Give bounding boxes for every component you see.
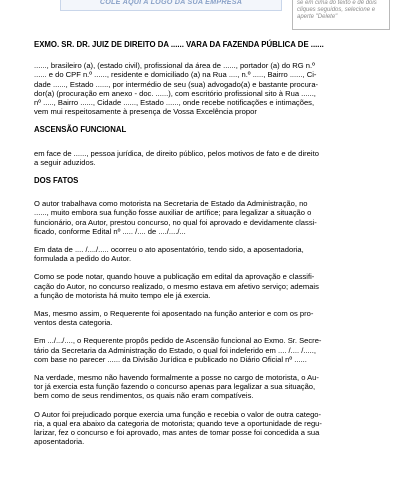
text-line: cação do Autor, no concurso realizado, o mesmo estava em afetivo serviço; ademais: [34, 281, 319, 291]
text-line: Mas, mesmo assim, o Requerente foi aposentado na função anterior e com os pro-: [34, 309, 314, 319]
text-line: ficado, conforme Edital nº ..... /.... de ..../..../...: [34, 226, 186, 236]
text-line: dor(a) (procuração em anexo - doc. ......), com escritório profissional sito à Rua ......,: [34, 88, 316, 98]
text-line: aposentadoria.: [34, 437, 85, 447]
text-line: Em data de .... /..../..... ocorreu o ato aposentatório, tendo sido, a aposentadoria,: [34, 245, 304, 255]
text-line: ria, a qual era abaixo da categoria de motorista; quando teve a oportunidade de regu-: [34, 418, 322, 428]
text-line: bem como de seus rendimentos, os quais não eram compatíveis.: [34, 391, 254, 401]
delete-hint-box: [292, 0, 390, 30]
text-line: ......, brasileiro (a), (estado civil), profissional da área de ......, portador (a) do RG n.º: [34, 61, 315, 71]
text-line: a seguir aduzidos.: [34, 157, 96, 167]
hint-line: cliques seguidos, selecione e: [297, 7, 376, 13]
facts-paragraph: [34, 245, 368, 263]
text-line: Como se pode notar, quando houve a publicação em edital da aprovação e classifi-: [34, 272, 315, 282]
hint-line: aperte "Delete": [297, 14, 338, 20]
facts-paragraph: [34, 373, 368, 401]
text-line: ......, muito embora sua função fosse auxiliar de artífice; para legalizar a situação o: [34, 208, 312, 218]
text-line: dade ......, Estado ......, por intermédio de seu (sua) advogado(a) e bastante procura-: [34, 79, 319, 89]
text-line: com base no parecer ...... da Divisão Jurídica e publicado no Diário Oficial nº ......: [34, 354, 307, 364]
text-line: Em .../.../...., o Requerente propôs pedido de Ascensão funcional ao Exmo. Sr. Secre-: [34, 336, 322, 346]
action-title: ASCENSÃO FUNCIONAL: [34, 125, 127, 135]
facts-section-title: DOS FATOS: [34, 176, 79, 186]
plaintiff-qualification: [34, 61, 368, 116]
document-body: [34, 40, 368, 456]
text-line: nº ....., Bairro ......, Cidade ......, Estado ......, onde recebe notificações e intimações,: [34, 98, 315, 108]
text-line: O autor trabalhava como motorista na Secretaria de Estado da Administração, no: [34, 199, 308, 209]
hint-line: se em cima do texto e dê dois: [297, 0, 377, 6]
text-line: tor já exercia esta função fazendo o concurso apenas para legalizar a sua situação,: [34, 382, 316, 392]
text-line: formulada a pedido do Autor.: [34, 254, 132, 264]
company-logo-placeholder: [60, 0, 282, 11]
facts-paragraph: [34, 272, 368, 300]
text-line: vem mui respeitosamente à presença de Vossa Excelência propor: [34, 107, 257, 117]
facts-paragraph: [34, 199, 368, 236]
text-line: em face de ......, pessoa jurídica, de direito público, pelos motivos de fato e de direito: [34, 148, 319, 158]
facts-paragraph: [34, 309, 368, 327]
text-line: ...... e do CPF n.º ......, residente e domiciliado (a) na Rua ...., n.º ....., Bairro ......, Ci-: [34, 70, 317, 80]
text-line: tário da Secretaria da Administração do Estado, o qual foi indeferido em .... /.... /.....,: [34, 345, 316, 355]
text-line: Na verdade, mesmo não havendo formalmente a posse no cargo de motorista, o Au-: [34, 373, 319, 383]
text-line: larizar, fez o concurso e foi aprovado, mas antes de tomar posse foi concedida a sua: [34, 428, 320, 438]
text-line: a função de motorista há muito tempo ele já exercia.: [34, 290, 211, 300]
logo-placeholder-text: COLE AQUI A LOGO DA SUA EMPRESA: [99, 0, 243, 6]
text-line: ventos desta categoria.: [34, 318, 113, 328]
defendant-paragraph: [34, 149, 368, 167]
facts-paragraph: [34, 336, 368, 364]
text-line: funcionário, ora Autor, prestou concurso, no qual foi aprovado e devidamente classi-: [34, 217, 317, 227]
facts-paragraph: [34, 410, 368, 447]
court-salutation: EXMO. SR. DR. JUIZ DE DIREITO DA ...... VARA DA FAZENDA PÚBLICA DE ......: [34, 40, 324, 49]
text-line: O Autor foi prejudicado porque exercia uma função e recebia o valor de outra catego-: [34, 409, 322, 419]
